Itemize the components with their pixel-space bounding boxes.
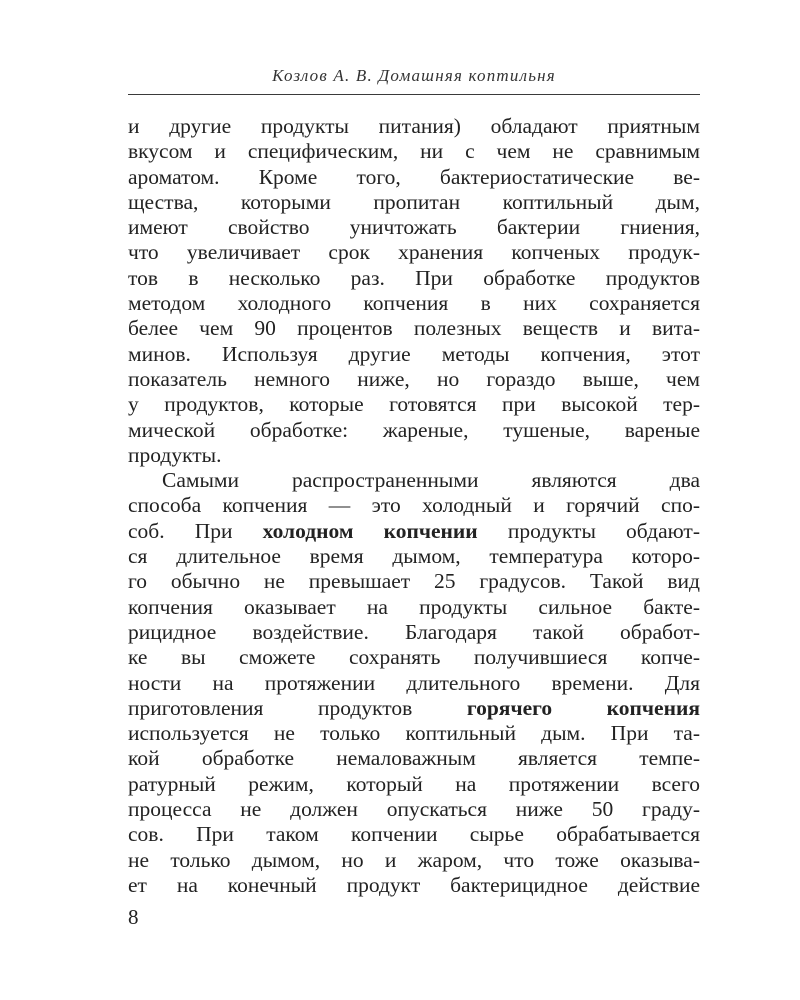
text-line: ности на протяжении длительного времени. Для: [128, 670, 700, 695]
text-line: щества, которыми пропитан коптильный дым,: [128, 189, 700, 214]
text-line: мической обработке: жареные, тушеные, вареные: [128, 417, 700, 442]
text-line: ет на конечный продукт бактерицидное действие: [128, 872, 700, 897]
text-line: минов. Используя другие методы копчения, этот: [128, 341, 700, 366]
text-run: продукты обдают-: [477, 518, 700, 543]
text-line: процесса не должен опускаться ниже 50 граду-: [128, 797, 700, 822]
text-line: белее чем 90 процентов полезных веществ и вита-: [128, 316, 700, 341]
bold-term: холодном копчении: [262, 518, 478, 543]
text-line: сов. При таком копчении сырье обрабатывается: [128, 822, 700, 847]
text-line: кой обработке немаловажным является темпе-: [128, 746, 700, 771]
text-line: ратурный режим, который на протяжении всего: [128, 771, 700, 796]
body-text: [128, 114, 700, 898]
text-line: используется не только коптильный дым. При та-: [128, 721, 700, 746]
text-line: вкусом и специфическим, ни с чем не сравнимым: [128, 139, 700, 164]
text-line: [128, 696, 700, 721]
text-line: что увеличивает срок хранения копченых продук-: [128, 240, 700, 265]
text-line: и другие продукты питания) обладают приятным: [128, 114, 700, 138]
bold-term: горячего копчения: [466, 695, 701, 720]
text-line: ароматом. Кроме того, бактериостатические ве-: [128, 164, 700, 189]
text-line: имеют свойство уничтожать бактерии гниения,: [128, 215, 700, 240]
text-line: не только дымом, но и жаром, что тоже оказыва-: [128, 847, 700, 872]
text-line: копчения оказывает на продукты сильное бакте-: [128, 594, 700, 619]
text-line: продукты.: [128, 442, 222, 467]
text-line: у продуктов, которые готовятся при высокой тер-: [128, 392, 700, 417]
paragraph: [128, 114, 700, 468]
paragraph: [128, 468, 700, 898]
text-line: ся длительное время дымом, температура которо-: [128, 544, 700, 569]
text-line: способа копчения — это холодный и горячий спо-: [128, 493, 700, 518]
text-line: рицидное воздействие. Благодаря такой обработ-: [128, 619, 700, 644]
text-line: го обычно не превышает 25 градусов. Такой вид: [128, 569, 700, 594]
text-line: методом холодного копчения в них сохраняется: [128, 291, 700, 316]
header-rule: [128, 94, 700, 95]
text-line: ке вы сможете сохранять получившиеся копче-: [128, 645, 700, 670]
running-header: Козлов А. В. Домашняя коптильня: [272, 66, 556, 85]
text-line: [128, 519, 700, 544]
text-line: показатель немного ниже, но гораздо выше, чем: [128, 366, 700, 391]
text-run: соб. При: [128, 518, 263, 543]
text-line: тов в несколько раз. При обработке продуктов: [128, 265, 700, 290]
text-line: Самыми распространенными являются два: [162, 468, 700, 493]
page-number: 8: [128, 905, 139, 929]
text-run: приготовления продуктов: [128, 695, 467, 720]
